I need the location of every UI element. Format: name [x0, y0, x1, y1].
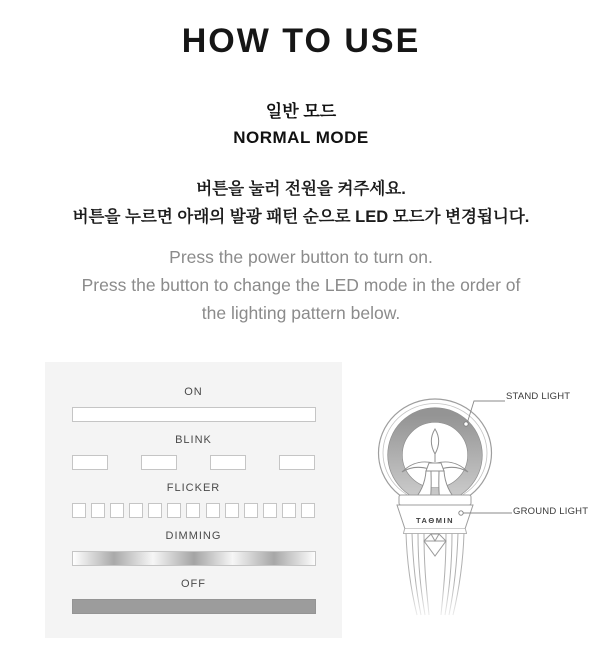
pattern-on [72, 386, 316, 422]
led-pattern-panel [45, 362, 342, 638]
pattern-flicker [72, 482, 316, 518]
pattern-off-label: OFF [181, 578, 206, 590]
pattern-flicker-label: FLICKER [166, 482, 221, 494]
pattern-on-bar [72, 407, 316, 422]
instructions-korean-line1: 버튼을 눌러 전원을 켜주세요. [196, 180, 406, 198]
pattern-on-label: ON [184, 386, 203, 398]
pattern-segment [279, 455, 315, 470]
ground-light-marker [459, 511, 463, 515]
pattern-dimming [72, 530, 316, 566]
pattern-blink-segments [72, 455, 316, 470]
pattern-segment [282, 503, 296, 518]
instructions-english-line3: the lighting pattern below. [201, 303, 401, 323]
pattern-blink-label: BLINK [175, 434, 212, 446]
stick-logo-text: TAΘMIN [415, 516, 455, 525]
gem-icon [424, 534, 446, 556]
pattern-flicker-segments [72, 503, 316, 518]
pattern-segment [244, 503, 258, 518]
pattern-segment [167, 503, 181, 518]
instructions-korean [0, 175, 602, 231]
pattern-blink [72, 434, 316, 470]
pattern-segment [206, 503, 220, 518]
stand-light-label: STAND LIGHT [506, 391, 571, 402]
instructions-english-line1: Press the power button to turn on. [169, 247, 433, 267]
pattern-segment [210, 455, 246, 470]
pattern-dimming-bar [72, 551, 316, 566]
pattern-segment [110, 503, 124, 518]
pattern-segment [263, 503, 277, 518]
pattern-segment [72, 503, 86, 518]
pattern-segment [91, 503, 105, 518]
page-title: HOW TO USE [181, 22, 421, 60]
collar [399, 495, 471, 505]
pattern-segment [225, 503, 239, 518]
pattern-segment [129, 503, 143, 518]
pattern-off [72, 578, 316, 614]
ground-light-label: GROUND LIGHT [513, 506, 589, 517]
instructions-english [0, 243, 602, 327]
pattern-dimming-label: DIMMING [165, 530, 222, 542]
instructions-english-line2: Press the button to change the LED mode in the order of [81, 275, 521, 295]
pattern-segment [148, 503, 162, 518]
candle-knot [426, 463, 444, 471]
stand-light-marker [464, 422, 468, 426]
pattern-segment [301, 503, 315, 518]
pattern-segment [72, 455, 108, 470]
mode-title-korean: 일반 모드 [265, 102, 337, 121]
pattern-off-bar [72, 599, 316, 614]
pattern-segment [141, 455, 177, 470]
mode-title-english: NORMAL MODE [233, 128, 369, 147]
instructions-korean-line2: 버튼을 누르면 아래의 발광 패턴 순으로 LED 모드가 변경됩니다. [72, 208, 530, 226]
neck-lip [404, 529, 467, 534]
pattern-segment [186, 503, 200, 518]
handle-fade [391, 580, 479, 638]
